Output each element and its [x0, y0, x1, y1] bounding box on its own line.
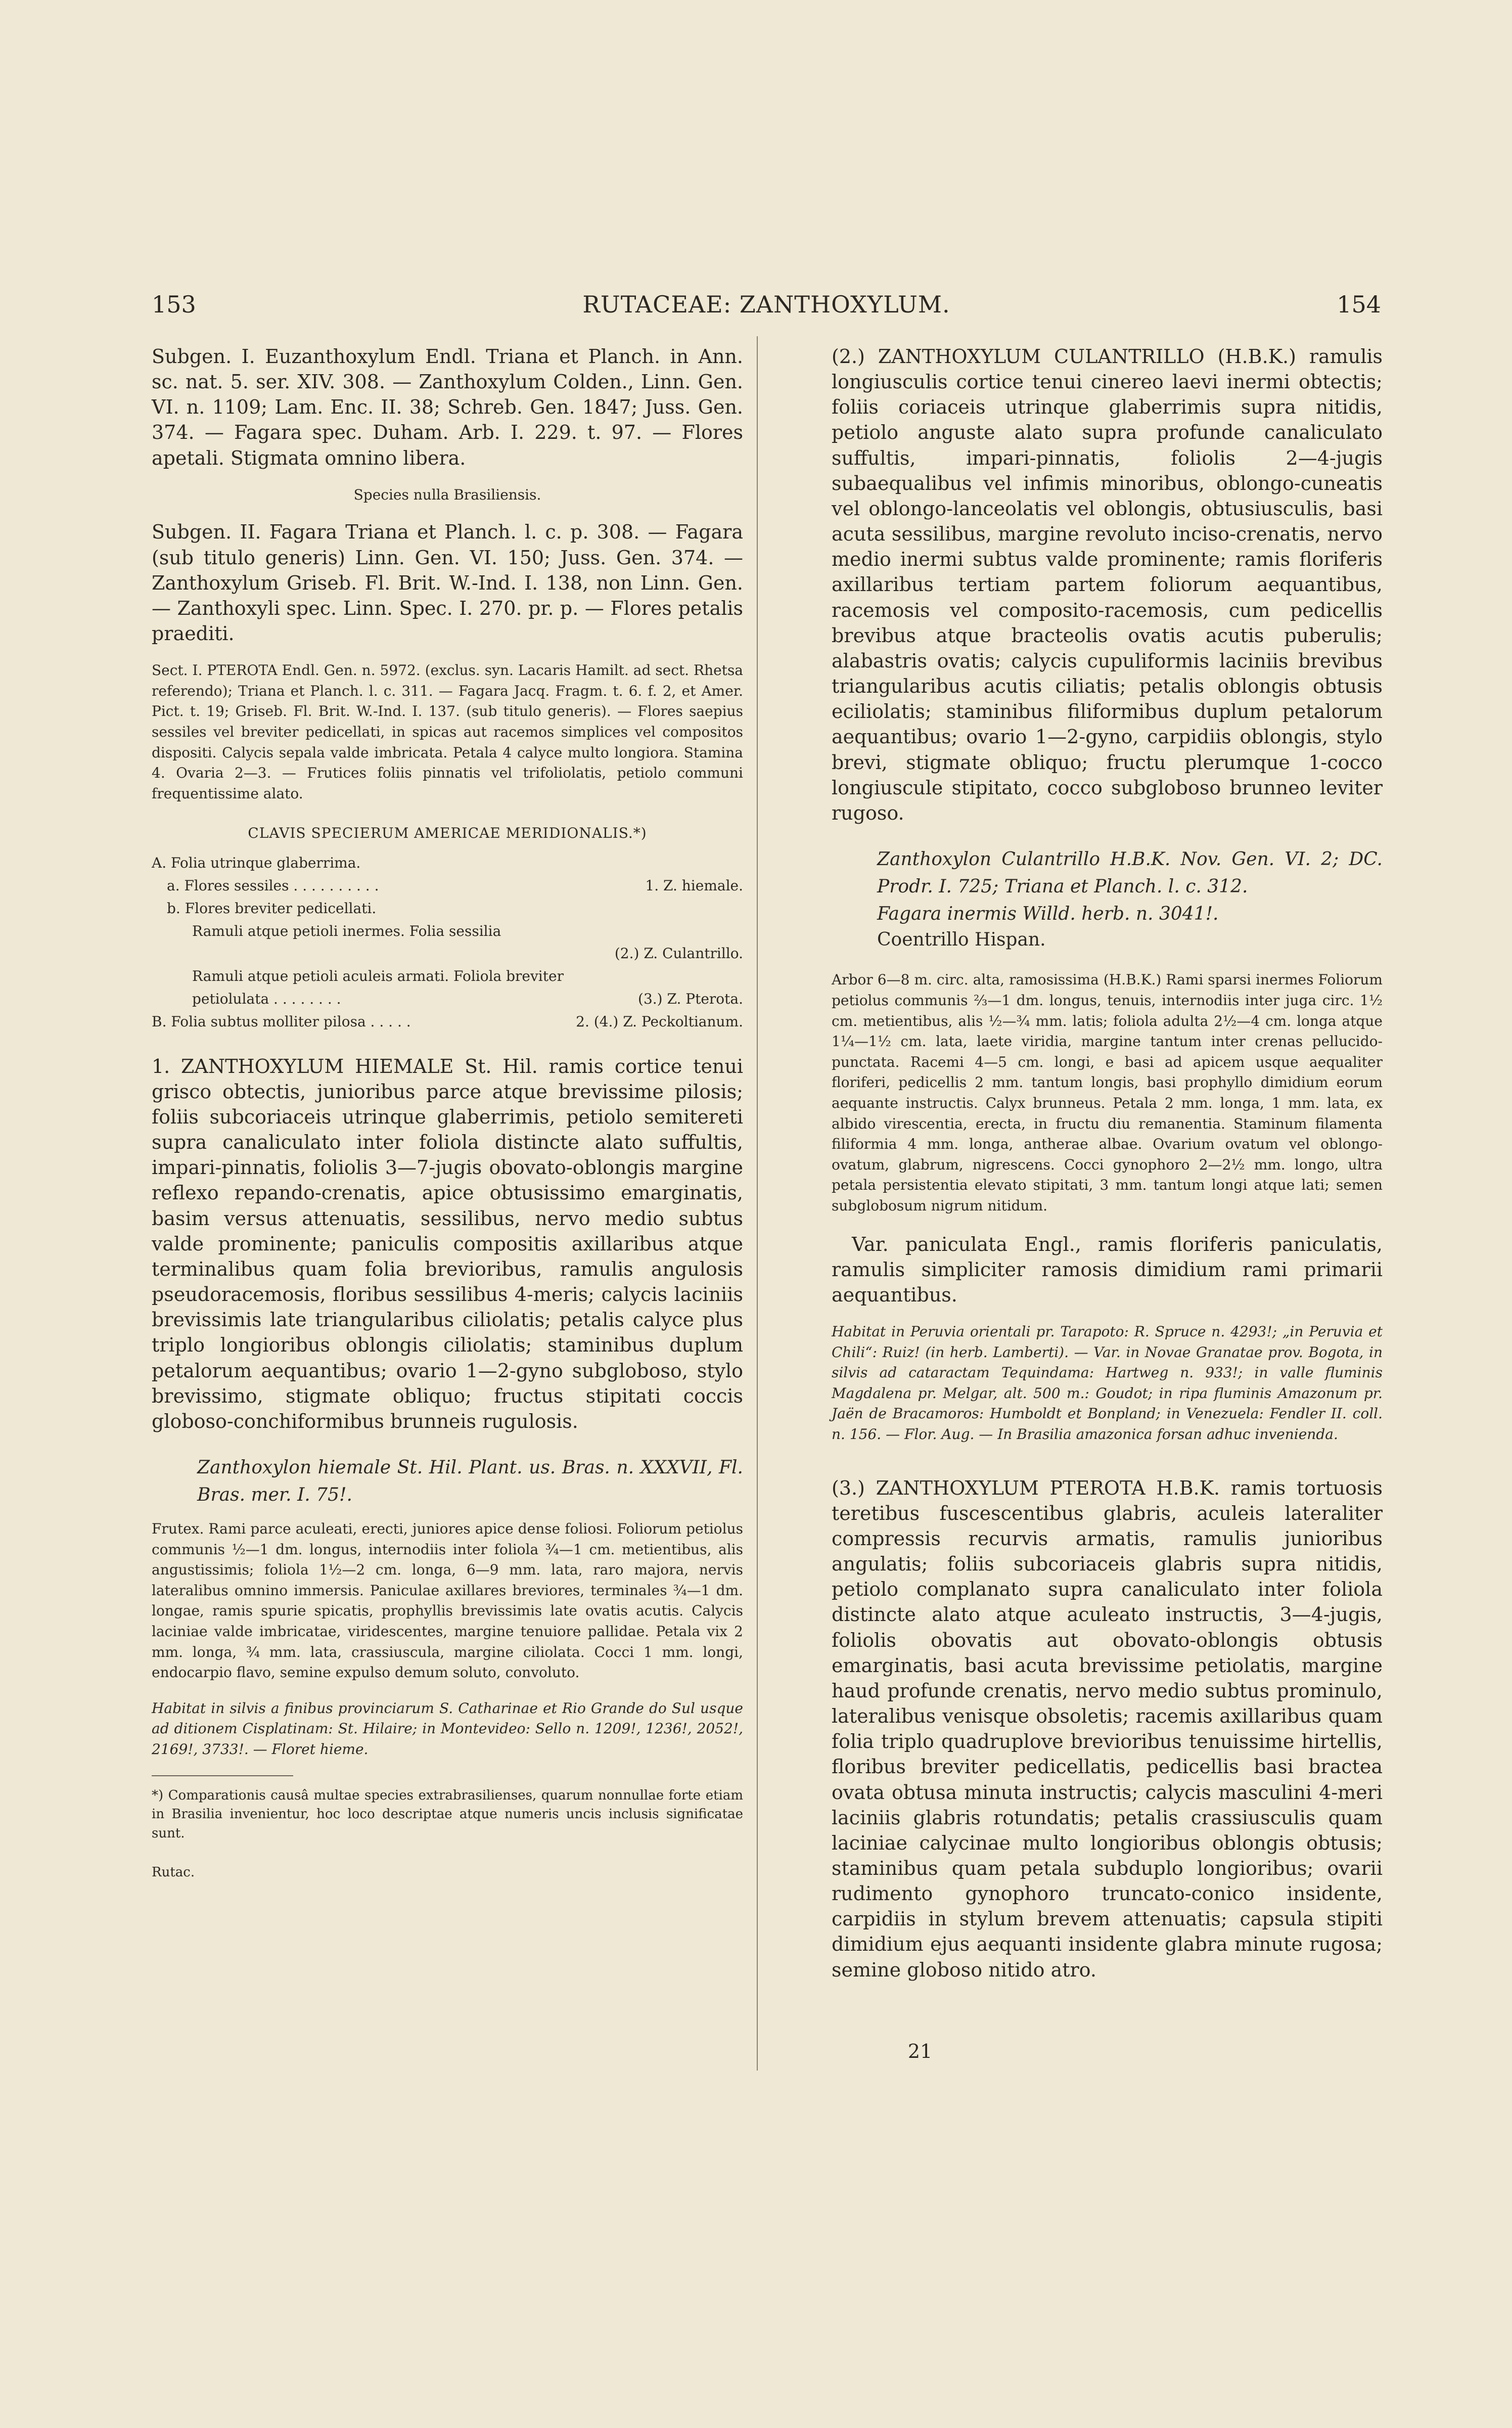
species-2-synonym-1: Zanthoxylon Culantrillo H.B.K. Nov. Gen. VI. 2; DC. Prodr. I. 725; Triana et Planch. l. c. 312.	[877, 848, 1383, 897]
species-3-heading: (3.) ZANTHOXYLUM PTEROTA H.B.K. ramis tortuosis teretibus fuscescentibus glabris, aculeis lateraliter compressis recurvis armatis, ramulis junioribus angulatis; foliis subcoriaceis glabris supra nitidis, petiolo complanato supra canaliculato inter foliola distincte alato atque aculeato instructis, 3—4-jugis, foliolis obovatis aut obovato-oblongis obtusis emarginatis, basi acuta brevissime petiolatis, margine haud profunde crenatis, nervo medio subtus prominulo, lateralibus venisque obsoletis; racemis axillaribus quam folia triplo quadruplove brevioribus tenuissime hirtellis, floribus breviter pedicellatis, pedicellis basi bractea ovata obtusa minuta instructis; calycis masculini 4-meri laciniis glabris rotundatis; petalis crassiusculis quam laciniae calycinae multo longioribus oblongis obtusis; staminibus quam petala subduplo longioribus; ovarii rudimento gynophoro truncato-conico insidente, carpidiis in stylum brevem attenuatis; capsula stipiti dimidium ejus aequanti insidente glabra minute rugosa; semine globoso nitido atro.	[832, 1476, 1383, 1981]
running-title: RUTACEAE: ZANTHOXYLUM.	[582, 291, 950, 318]
key-lead: Ramuli atque petioli inermes. Folia sessilia	[192, 922, 501, 939]
key-result: 2. (4.) Z. Peckoltianum.	[576, 1013, 743, 1030]
species-2-habitat: Habitat in Peruvia orientali pr. Tarapoto: R. Spruce n. 4293!; „in Peruvia et Chili“: Ruiz! (in herb. Lamberti). — Var. in Novae Granatae prov. Bogota, in silvis ad cataractam Tequindama: Hartweg n. 933!; in valle fluminis Magdalena pr. Melgar, alt. 500 m.: Goudot; in ripa fluminis Amazonum pr. Jaën de Bracamoros: Humboldt et Bonpland; in Venezuela: Fendler II. coll. n. 156. — Flor. Aug. — In Brasilia amazonica forsan adhuc invenienda.	[832, 1323, 1383, 1443]
page-number-bottom: 21	[907, 2040, 933, 2062]
right-column	[832, 344, 1383, 2003]
subgenus-2: Subgen. II. Fagara Triana et Planch. l. c. p. 308. — Fagara (sub titulo generis) Linn. Gen. VI. 150; Juss. Gen. 374. — Zanthoxylum Griseb. Fl. Brit. W.-Ind. I. 138, non Linn. Gen. — Zanthoxyli spec. Linn. Spec. I. 270. pr. p. — Flores petalis praediti.	[152, 521, 743, 645]
signature: Rutac.	[152, 1864, 195, 1880]
species-2-description: Arbor 6—8 m. circ. alta, ramosissima (H.B.K.) Rami sparsi inermes Foliorum petiolus communis ⅔—1 dm. longus, tenuis, internodiis inter juga circ. 1½ cm. metientibus, alis ½—¾ mm. latis; foliola adulta 2½—4 cm. longa atque 1¼—1½ cm. lata, laete viridia, margine tantum inter crenas pellucido-punctata. Racemi 4—5 cm. longi, e basi ad apicem usque aequaliter floriferi, pedicellis 2 mm. tantum longis, basi prophyllo dimidium eorum aequante instructis. Calyx brunneus. Petala 2 mm. longa, 1 mm. lata, ex albido virescentia, erecta, in fructu diu remanentia. Staminum filamenta filiformia 4 mm. longa, antherae albae. Ovarium ovatum vel oblongo-ovatum, glabrum, nigrescens. Cocci gynophoro 2—2½ mm. longo, ultra petala persistentia elevato stipitati, 3 mm. tantum longi atque lati; semen subglobosum nigrum nitidum.	[832, 971, 1383, 1215]
subgenus-1-note: Species nulla Brasiliensis.	[353, 486, 541, 503]
footnote-separator	[152, 1775, 293, 1776]
key-result: (2.) Z. Culantrillo.	[614, 945, 743, 962]
key-row	[152, 988, 743, 1011]
key-row	[152, 965, 743, 988]
key-result: (3.) Z. Pterota.	[638, 991, 743, 1008]
key-lead: a. Flores sessiles . . . . . . . . . .	[167, 877, 379, 894]
species-1-habitat: Habitat in silvis a finibus provinciarum S. Catharinae et Rio Grande do Sul usque ad ditionem Cisplatinam: St. Hilaire; in Montevideo: Sello n. 1209!, 1236!, 2052!, 2169!, 3733!. — Floret hieme.	[152, 1699, 743, 1758]
left-column	[152, 344, 743, 1881]
key-lead: petiolulata . . . . . . . .	[192, 991, 341, 1008]
section-pterota: Sect. I. PTEROTA Endl. Gen. n. 5972. (exclus. syn. Lacaris Hamilt. ad sect. Rhetsa referendo); Triana et Planch. l. c. 311. — Fagara Jacq. Fragm. t. 6. f. 2, et Amer. Pict. t. 19; Griseb. Fl. Brit. W.-Ind. I. 137. (sub titulo generis). — Flores saepius sessiles vel breviter pedicellati, in spicas aut racemos simplices vel compositos dispositi. Calycis sepala valde imbricata. Petala 4 calyce multo longiora. Stamina 4. Ovaria 2—3. — Frutices foliis pinnatis vel trifoliolatis, petiolo communi frequentissime alato.	[152, 662, 743, 802]
subgenus-1: Subgen. I. Euzanthoxylum Endl. Triana et Planch. in Ann. sc. nat. 5. ser. XIV. 308. — Zanthoxylum Colden., Linn. Gen. VI. n. 1109; Lam. Enc. II. 38; Schreb. Gen. 1847; Juss. Gen. 374. — Fagara spec. Duham. Arb. I. 229. t. 97. — Flores apetali. Stigmata omnino libera.	[152, 345, 743, 469]
column-divider	[757, 336, 758, 2071]
key-lead: b. Flores breviter pedicellati.	[167, 900, 377, 917]
key-row	[152, 920, 743, 943]
page-number-right: 154	[1337, 291, 1381, 318]
species-1-heading: 1. ZANTHOXYLUM HIEMALE St. Hil. ramis cortice tenui grisco obtectis, junioribus parce atque brevissime pilosis; foliis subcoriaceis utrinque glaberrimis, petiolo semitereti supra canaliculato inter foliola distincte alato suffultis, impari-pinnatis, foliolis 3—7-jugis obovato-oblongis margine reflexo repando-crenatis, apice obtusissimo emarginatis, basim versus attenuatis, sessilibus, nervo medio subtus valde prominente; paniculis compositis axillaribus atque terminalibus quam folia brevioribus, ramulis angulosis pseudoracemosis, floribus sessilibus 4-meris; calycis laciniis brevissimis late triangularibus ciliolatis; petalis calyce plus triplo longioribus oblongis ciliolatis; staminibus duplum petalorum aequantibus; ovario 1—2-gyno subgloboso, stylo brevissimo, stigmate obliquo; fructus stipitati coccis globoso-conchiformibus brunneis rugulosis.	[152, 1055, 743, 1432]
key-lead: Ramuli atque petioli aculeis armati. Foliola breviter	[192, 968, 564, 985]
key-row	[152, 875, 743, 897]
species-2-variety: Var. paniculata Engl., ramis floriferis paniculatis, ramulis simpliciter ramosis dimidium rami primarii aequantibus.	[832, 1233, 1383, 1306]
key-row	[152, 942, 743, 965]
key-row	[152, 897, 743, 920]
footnote: *) Comparationis causâ multae species extrabrasilienses, quarum nonnullae forte etiam in Brasilia invenientur, hoc loco descriptae atque numeris uncis inclusis significatae sunt.	[152, 1787, 743, 1841]
key-lead	[192, 942, 615, 965]
running-header	[152, 291, 1381, 331]
key-result: 1. Z. hiemale.	[645, 877, 743, 894]
species-2-synonym-2: Fagara inermis Willd. herb. n. 3041!.	[877, 903, 1219, 924]
key-row	[152, 1011, 743, 1033]
species-key	[152, 852, 743, 1033]
key-row	[152, 852, 743, 875]
species-2-vernacular: Coentrillo Hispan.	[877, 929, 1046, 950]
page-number-left: 153	[152, 291, 196, 318]
key-lead: B. Folia subtus molliter pilosa . . . . .	[152, 1013, 411, 1030]
species-1-description: Frutex. Rami parce aculeati, erecti, juniores apice dense foliosi. Foliorum petiolus communis ½—1 dm. longus, internodiis inter foliola ¾—1 cm. metientibus, alis angustissimis; foliola 1½—2 cm. longa, 6—9 mm. lata, raro majora, nervis lateralibus omnino immersis. Paniculae axillares breviores, terminales ¾—1 dm. longae, ramis spurie spicatis, prophyllis brevissimis late ovatis acutis. Calycis laciniae valde imbricatae, viridescentes, margine tenuiore pallidae. Petala vix 2 mm. longa, ¾ mm. lata, crassiuscula, margine ciliolata. Cocci 1 mm. longi, endocarpio flavo, semine expulso demum soluto, convoluto.	[152, 1520, 743, 1681]
species-2-heading: (2.) ZANTHOXYLUM CULANTRILLO (H.B.K.) ramulis longiusculis cortice tenui cinereo laevi inermi obtectis; foliis coriaceis utrinque glaberrimis supra nitidis, petiolo anguste alato supra profunde canaliculato suffultis, impari-pinnatis, foliolis 2—4-jugis subaequalibus vel infimis minoribus, oblongo-cuneatis vel oblongo-lanceolatis vel oblongis, obtusiusculis, basi acuta sessilibus, margine revoluto inciso-crenatis, nervo medio inermi subtus valde prominente; ramis floriferis axillaribus tertiam partem foliorum aequantibus, racemosis vel composito-racemosis, cum pedicellis brevibus atque bracteolis ovatis acutis puberulis; alabastris ovatis; calycis cupuliformis laciniis brevibus triangularibus acutis ciliatis; petalis oblongis obtusis eciliolatis; staminibus filiformibus duplum petalorum aequantibus; ovario 1—2-gyno, carpidiis oblongis, stylo brevi, stigmate obliquo; fructu plerumque 1-cocco longiuscule stipitato, cocco subgloboso brunneo leviter rugoso.	[832, 345, 1383, 824]
clavis-title: CLAVIS SPECIERUM AMERICAE MERIDIONALIS.*)	[248, 825, 647, 842]
key-lead: A. Folia utrinque glaberrima.	[152, 855, 361, 872]
species-1-synonym: Zanthoxylon hiemale St. Hil. Plant. us. Bras. n. XXXVII, Fl. Bras. mer. I. 75!.	[197, 1457, 743, 1505]
